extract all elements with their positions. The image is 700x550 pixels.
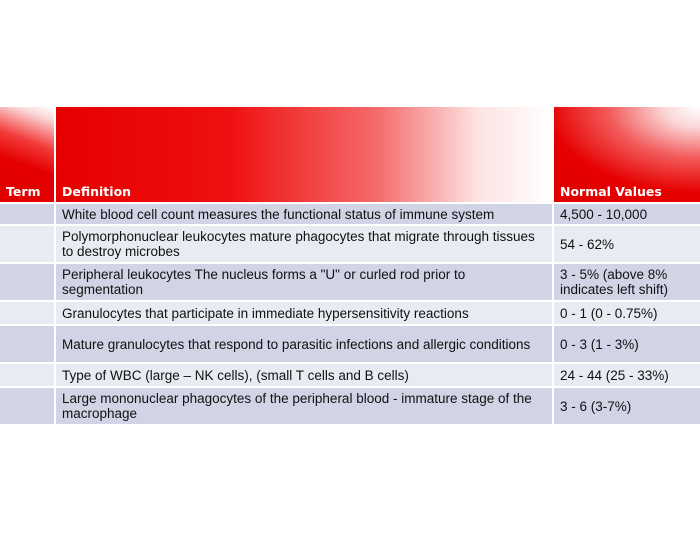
- normal-values-cell: 3 - 5% (above 8% indicates left shift): [554, 264, 700, 302]
- header-definition: Definition: [56, 107, 554, 204]
- header-normal-values: Normal Values: [554, 107, 700, 204]
- definition-cell: White blood cell count measures the functional status of immune system: [56, 204, 554, 226]
- normal-values-cell: 54 - 62%: [554, 226, 700, 264]
- normal-values-cell: 0 - 1 (0 - 0.75%): [554, 302, 700, 326]
- term-cell: [0, 302, 56, 326]
- normal-values-cell: 3 - 6 (3-7%): [554, 388, 700, 426]
- header-row: [0, 107, 700, 204]
- header-term: Term: [0, 107, 56, 204]
- table-header: [0, 107, 700, 204]
- table-row: [0, 302, 700, 326]
- table-row: [0, 226, 700, 264]
- term-cell: [0, 326, 56, 364]
- terms-table: [0, 107, 700, 426]
- definition-cell: Peripheral leukocytes The nucleus forms a "U" or curled rod prior to segmentation: [56, 264, 554, 302]
- normal-values-cell: 24 - 44 (25 - 33%): [554, 364, 700, 388]
- definition-cell: Mature granulocytes that respond to parasitic infections and allergic conditions: [56, 326, 554, 364]
- table-row: [0, 388, 700, 426]
- table-row: [0, 264, 700, 302]
- term-cell: [0, 226, 56, 264]
- table-row: [0, 326, 700, 364]
- normal-values-cell: 0 - 3 (1 - 3%): [554, 326, 700, 364]
- table-body: [0, 204, 700, 426]
- definition-cell: Large mononuclear phagocytes of the peripheral blood - immature stage of the macrophage: [56, 388, 554, 426]
- term-cell: [0, 364, 56, 388]
- definition-cell: Type of WBC (large – NK cells), (small T cells and B cells): [56, 364, 554, 388]
- definition-cell: Granulocytes that participate in immediate hypersensitivity reactions: [56, 302, 554, 326]
- term-cell: [0, 264, 56, 302]
- term-cell: [0, 204, 56, 226]
- definition-cell: Polymorphonuclear leukocytes mature phagocytes that migrate through tissues to destroy microbes: [56, 226, 554, 264]
- term-cell: [0, 388, 56, 426]
- normal-values-cell: 4,500 - 10,000: [554, 204, 700, 226]
- table-row: [0, 204, 700, 226]
- table-row: [0, 364, 700, 388]
